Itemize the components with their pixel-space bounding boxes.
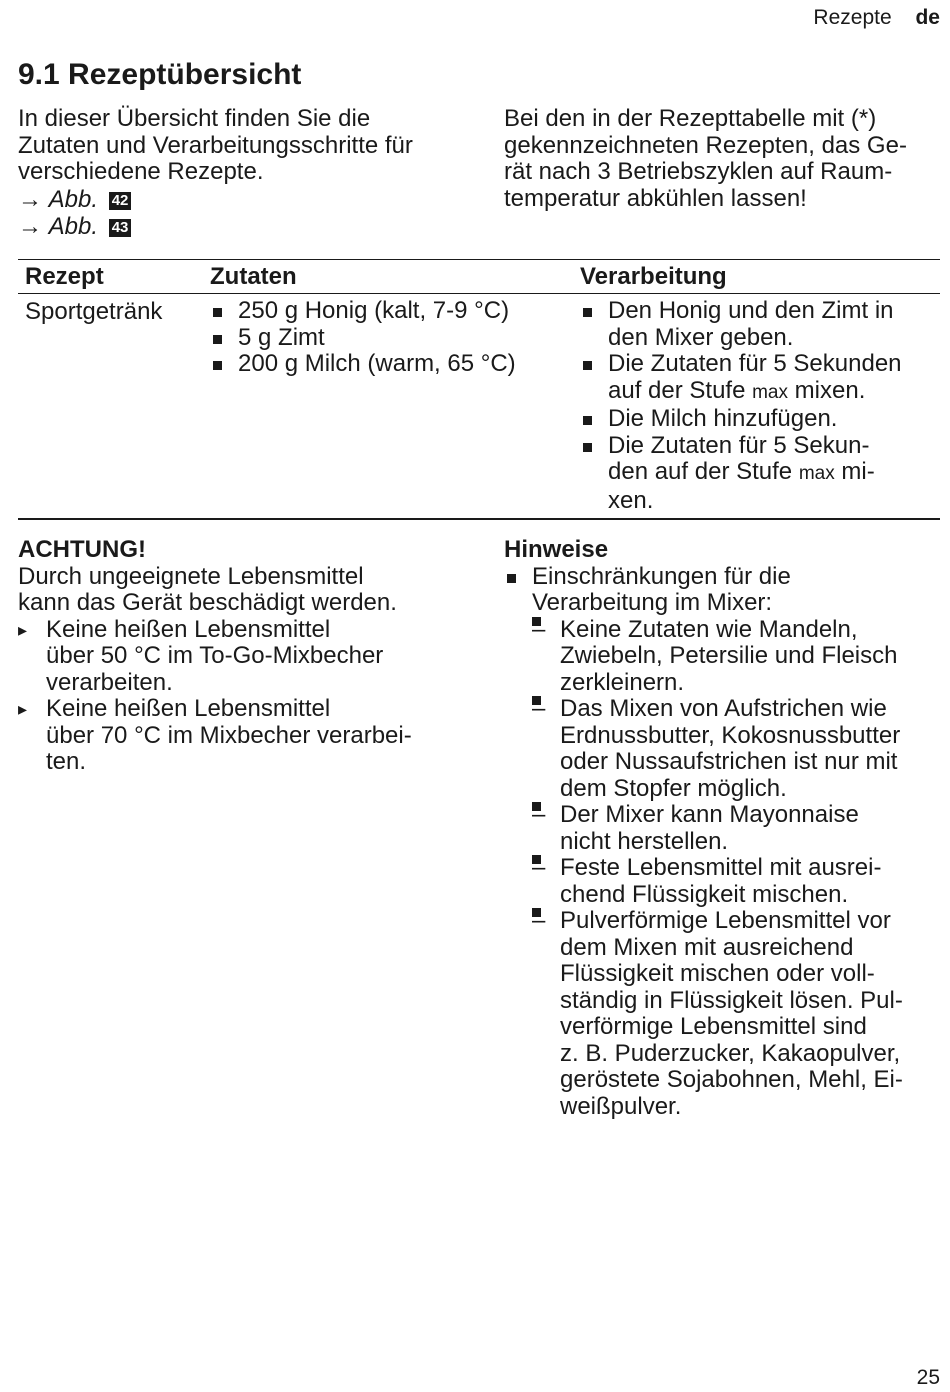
page-number: 25	[916, 1366, 940, 1389]
intro-right	[504, 106, 944, 212]
ingredient-item: 250 g Honig (kalt, 7-9 °C)	[210, 298, 580, 325]
recipe-table	[18, 259, 940, 520]
speed-max-label: max	[798, 463, 835, 484]
intro-line: gekennzeichneten Rezepten, das Ge-	[504, 131, 907, 159]
processing-step: Die Milch hinzufügen.	[580, 406, 940, 433]
recipe-name: Sportgetränk	[18, 294, 210, 520]
header-section: Rezepte	[813, 6, 892, 29]
table-header-processing: Verarbeitung	[580, 260, 940, 294]
arrow-right-icon: →	[18, 212, 42, 240]
notes-subitem: – Pulverförmige Lebensmittel vor dem Mixen mit ausreichend Flüssigkeit mischen oder voll- ständig in Flüssigkeit lösen. Pul- verförmige Lebensmittel sind z. B. Puderzucker, Kakaopulver, geröstete Sojabohnen, Mehl, Ei- weißpulver.	[532, 908, 944, 1120]
intro-line: Bei den in der Rezepttabelle mit (*)	[504, 105, 877, 132]
table-header-ingredients: Zutaten	[210, 260, 580, 294]
intro-line: temperatur abkühlen lassen!	[504, 184, 807, 212]
intro-line: rät nach 3 Betriebszyklen auf Raum-	[504, 158, 893, 185]
figure-ref-label: Abb.	[48, 185, 99, 213]
notes-subitem: – Feste Lebensmittel mit ausrei- chend Flüssigkeit mischen.	[532, 855, 944, 908]
notes-title: Hinweise	[504, 536, 609, 563]
page-title: 9.1 Rezeptübersicht	[18, 58, 302, 91]
processing-cell	[580, 294, 940, 520]
intro-line: Zutaten und Verarbeitungsschritte für	[18, 131, 413, 159]
notes-subitem: – Keine Zutaten wie Mandeln, Zwiebeln, Petersilie und Fleisch zerkleinern.	[532, 617, 944, 697]
warning-item: ▸ Keine heißen Lebensmittel über 50 °C im To-Go-Mixbecher verarbeiten.	[18, 617, 468, 697]
notes-block	[504, 537, 944, 1120]
warning-block	[18, 537, 468, 776]
figure-ref-label: Abb.	[48, 212, 99, 240]
notes-item: Einschränkungen für die Verarbeitung im Mixer: – Keine Zutaten wie Mandeln, Zwiebeln, Petersilie und Fleisch zerkleinern. – Das Mixen von Aufstrichen wie Erdnussbutter, Kokosnussbutter oder Nussaufstrichen ist nur mit dem Stopfer möglich. – Der Mixer kann Mayonnaise nicht herstellen. – Feste Lebensmittel mit ausrei- chend Flüssigkeit mischen. – Pulverförmige Lebensmittel vor dem Mixen mit ausreichend Flüssigkeit mischen oder voll- ständig in Flüssigkeit lösen. Pul- verförmige Lebensmittel sind z. B. Puderzucker, Kakaopulver, geröstete Sojabohnen, Mehl, Ei- weißpulver.	[504, 564, 944, 1121]
warning-line: Durch ungeeignete Lebensmittel	[18, 562, 364, 590]
ingredient-item: 5 g Zimt	[210, 325, 580, 352]
figure-reference[interactable]	[18, 186, 468, 213]
speed-max-label: max	[752, 381, 788, 403]
notes-subitem: – Das Mixen von Aufstrichen wie Erdnussbutter, Kokosnussbutter oder Nussaufstrichen ist nur mit dem Stopfer möglich.	[532, 696, 944, 802]
processing-step: Die Zutaten für 5 Sekunden auf der Stufe max mixen.	[580, 351, 940, 406]
processing-step: Den Honig und den Zimt in den Mixer geben.	[580, 298, 940, 351]
warning-line: kann das Gerät beschädigt werden.	[18, 589, 397, 616]
arrow-right-icon: →	[18, 185, 42, 213]
table-row	[18, 294, 940, 520]
processing-step: Die Zutaten für 5 Sekun- den auf der Stufe max mi- xen.	[580, 433, 940, 515]
intro-line: verschiedene Rezepte.	[18, 158, 264, 185]
figure-number-badge: 42	[109, 192, 132, 210]
intro-left	[18, 106, 468, 240]
header-language: de	[915, 6, 940, 29]
ingredient-item: 200 g Milch (warm, 65 °C)	[210, 351, 580, 378]
notes-subitem: – Der Mixer kann Mayonnaise nicht herstellen.	[532, 802, 944, 855]
warning-title: ACHTUNG!	[18, 536, 146, 563]
warning-item: ▸ Keine heißen Lebensmittel über 70 °C im Mixbecher verarbei- ten.	[18, 696, 468, 776]
running-header	[813, 6, 940, 30]
figure-number-badge: 43	[109, 219, 132, 237]
intro-line: In dieser Übersicht finden Sie die	[18, 105, 371, 132]
figure-reference[interactable]	[18, 213, 468, 240]
ingredients-cell	[210, 294, 580, 520]
table-header-recipe: Rezept	[18, 260, 210, 294]
